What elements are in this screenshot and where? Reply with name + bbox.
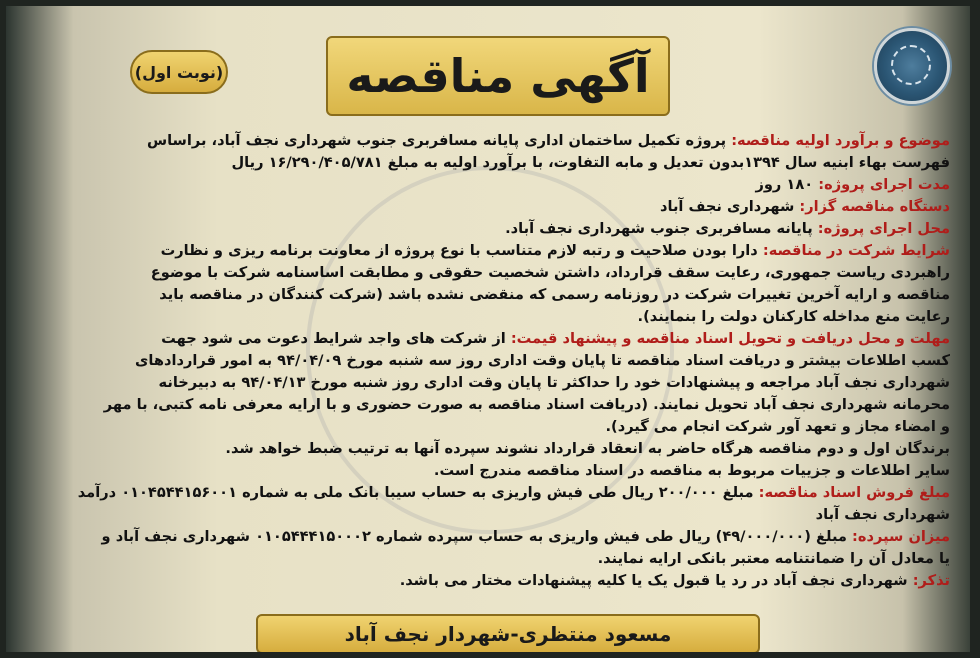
conditions-text-1: دارا بودن صلاحیت و رتبه لازم متناسب با نوع پروژه از معاونت برنامه ریزی و نظارت: [160, 242, 763, 259]
subject-line: [20, 130, 950, 152]
deadline-line-5: و امضاء مجاز و تعهد آور شرکت انجام می گیرد).: [605, 418, 950, 435]
authority-text: شهرداری نجف آباد: [659, 198, 800, 215]
signature-banner: مسعود منتظری-شهردار نجف آباد: [256, 614, 760, 652]
deposit-text-1: مبلغ (۴۹/۰۰۰/۰۰۰) ریال طی فیش واریزی به حساب سپرده شماره ۰۱۰۵۴۴۴۱۵۰۰۰۲ شهرداری نجف آباد و: [101, 528, 853, 545]
other-info-line: سایر اطلاعات و جزییات مربوط به مناقصه در اسناد مناقصه مندرج است.: [433, 462, 950, 479]
advertisement-paper: [6, 6, 970, 652]
winners-line: برندگان اول و دوم مناقصه هرگاه حاضر به انعقاد قرارداد نشوند سپرده آنها به ترتیب ضبط خواهد شد.: [225, 440, 950, 457]
price-line-1: [20, 482, 950, 504]
deposit-line-2: یا معادل آن را ضمانتنامه معتبر بانکی ارایه نمایند.: [597, 550, 950, 567]
duration-line: [20, 174, 950, 196]
page-title: آگهی مناقصه: [346, 49, 650, 103]
authority-line: [20, 196, 950, 218]
conditions-line-1: [20, 240, 950, 262]
authority-label: دستگاه مناقصه گزار:: [799, 198, 950, 215]
deadline-label: مهلت و محل دریافت و تحویل اسناد مناقصه و پیشنهاد قیمت:: [510, 330, 950, 347]
subject-line-2: فهرست بهاء ابنیه سال ۱۳۹۴بدون تعدیل و مابه التفاوت، با برآورد اولیه به مبلغ ۱۶/۲۹۰/۴۰۵/۷۸۱ ریال: [231, 154, 950, 171]
location-line: [20, 218, 950, 240]
subject-text: پروژه تکمیل ساختمان اداری پایانه مسافربری جنوب شهرداری نجف آباد، براساس: [146, 132, 732, 149]
deadline-line-4: محرمانه شهرداری نجف آباد تحویل نمایند. (دریافت اسناد مناقصه به صورت حضوری و با ارایه معرفی نامه کتبی، با مهر: [103, 396, 950, 413]
deposit-line-1: [20, 526, 950, 548]
deposit-label: میزان سپرده:: [852, 528, 950, 545]
deadline-line-1: [20, 328, 950, 350]
note-label: تذکر:: [912, 572, 950, 589]
location-label: محل اجرای پروژه:: [817, 220, 950, 237]
note-text: شهرداری نجف آباد در رد یا قبول یک یا کلیه پیشنهادات مختار می باشد.: [399, 572, 913, 589]
location-text: پایانه مسافربری جنوب شهرداری نجف آباد.: [505, 220, 818, 237]
note-line: [20, 570, 950, 592]
price-label: مبلغ فروش اسناد مناقصه:: [758, 484, 950, 501]
price-text-1: مبلغ ۲۰۰/۰۰۰ ریال طی فیش واریزی به حساب سیبا بانک ملی به شماره ۰۱۰۴۵۴۴۱۵۶۰۰۱ درآمد: [77, 484, 759, 501]
title-banner: [326, 36, 670, 116]
duration-label: مدت اجرای پروژه:: [818, 176, 950, 193]
round-badge: (نوبت اول): [130, 50, 228, 94]
municipality-logo: [874, 28, 950, 104]
conditions-line-3: مناقصه و ارایه آخرین تغییرات شرکت در روزنامه رسمی که منقضی نشده باشد (شرکت کنندگان در مناقصه باید: [159, 286, 950, 303]
deadline-text-1: از شرکت های واجد شرایط دعوت می شود جهت: [161, 330, 511, 347]
subject-label: موضوع و برآورد اولیه مناقصه:: [731, 132, 950, 149]
conditions-line-2: راهبردی ریاست جمهوری، رعایت سقف قرارداد، داشتن شخصیت حقوقی و مطابقت اساسنامه شرکت با موضوع: [150, 264, 950, 281]
deadline-line-2: کسب اطلاعات بیشتر و دریافت اسناد مناقصه تا پایان وقت اداری روز سه شنبه مورخ ۹۴/۰۴/۰۹ به امور قراردادهای: [135, 352, 950, 369]
price-line-2: شهرداری نجف آباد: [815, 506, 950, 523]
announcement-body: [20, 130, 950, 590]
duration-text: ۱۸۰ روز: [755, 176, 819, 193]
conditions-label: شرایط شرکت در مناقصه:: [762, 242, 950, 259]
conditions-line-4: رعایت منع مداخله کارکنان دولت را بنمایند).: [637, 308, 950, 325]
header: [6, 6, 970, 124]
deadline-line-3: شهرداری نجف آباد مراجعه و پیشنهادات خود را حداکثر تا پایان وقت اداری روز شنبه مورخ ۹۴/۰۴/۱۳ به دبیرخانه: [158, 374, 950, 391]
